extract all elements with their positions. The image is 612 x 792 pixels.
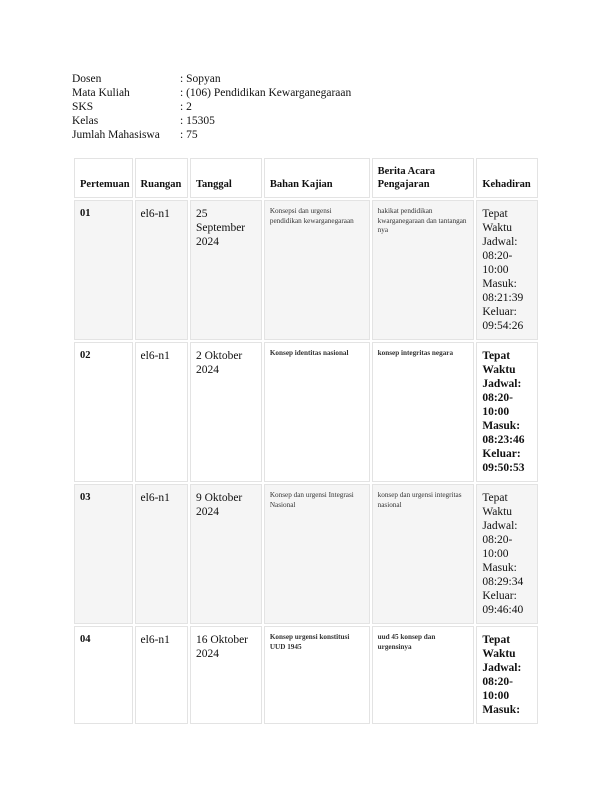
cell-tanggal: 16 Oktober 2024 xyxy=(190,626,262,724)
header-tanggal: Tanggal xyxy=(190,158,262,198)
table-row xyxy=(74,484,538,624)
cell-tanggal: 25 September 2024 xyxy=(190,200,262,340)
info-row-mata-kuliah xyxy=(72,86,351,100)
header-kehadiran: Kehadiran xyxy=(476,158,538,198)
cell-berita-acara: konsep dan urgensi integritas nasional xyxy=(372,484,475,624)
cell-bahan-kajian: Konsepsi dan urgensi pendidikan kewarganegaraan xyxy=(264,200,370,340)
kehadiran-masuk: Masuk: 08:29:34 xyxy=(482,562,524,588)
table-row xyxy=(74,626,538,724)
cell-berita-acara: hakikat pendidikan kwarganegaraan dan tantangan nya xyxy=(372,200,475,340)
cell-bahan-kajian: Konsep dan urgensi Integrasi Nasional xyxy=(264,484,370,624)
info-value: : (106) Pendidikan Kewarganegaraan xyxy=(180,87,352,99)
cell-kehadiran xyxy=(476,342,538,482)
kehadiran-jadwal: Jadwal: 08:20-10:00 xyxy=(482,378,522,418)
kehadiran-status: Tepat Waktu xyxy=(482,634,516,660)
info-value: : 75 xyxy=(180,129,198,141)
cell-bahan-kajian: Konsep urgensi konstitusi UUD 1945 xyxy=(264,626,370,724)
info-key: Mata Kuliah xyxy=(72,87,130,99)
cell-ruangan: el6-n1 xyxy=(135,200,188,340)
table-row xyxy=(74,342,538,482)
cell-kehadiran xyxy=(476,484,538,624)
cell-pertemuan: 01 xyxy=(74,200,133,340)
cell-kehadiran xyxy=(476,200,538,340)
cell-pertemuan: 04 xyxy=(74,626,133,724)
cell-pertemuan: 02 xyxy=(74,342,133,482)
kehadiran-masuk: Masuk: xyxy=(482,704,521,716)
kehadiran-masuk: Masuk: 08:23:46 xyxy=(482,420,525,446)
kehadiran-keluar: Keluar: 09:50:53 xyxy=(482,448,525,474)
info-key: Kelas xyxy=(72,115,99,127)
cell-berita-acara: konsep integritas negara xyxy=(372,342,475,482)
kehadiran-masuk: Masuk: 08:21:39 xyxy=(482,278,524,304)
info-key: Dosen xyxy=(72,73,102,85)
table-row xyxy=(74,200,538,340)
cell-berita-acara: uud 45 konsep dan urgensinya xyxy=(372,626,475,724)
header-bahan-kajian: Bahan Kajian xyxy=(264,158,370,198)
info-row-jumlah-mahasiswa xyxy=(72,128,351,142)
course-info xyxy=(72,72,351,142)
table-header-row xyxy=(74,158,538,198)
cell-tanggal: 9 Oktober 2024 xyxy=(190,484,262,624)
cell-ruangan: el6-n1 xyxy=(135,342,188,482)
kehadiran-jadwal: Jadwal: 08:20-10:00 xyxy=(482,236,518,276)
kehadiran-keluar: Keluar: 09:46:40 xyxy=(482,590,524,616)
info-row-dosen xyxy=(72,72,351,86)
info-row-kelas xyxy=(72,114,351,128)
info-row-sks xyxy=(72,100,351,114)
kehadiran-keluar: Keluar: 09:54:26 xyxy=(482,306,524,332)
kehadiran-status: Tepat Waktu xyxy=(482,208,513,234)
kehadiran-status: Tepat Waktu xyxy=(482,492,513,518)
cell-bahan-kajian: Konsep identitas nasional xyxy=(264,342,370,482)
header-ruangan: Ruangan xyxy=(135,158,188,198)
cell-ruangan: el6-n1 xyxy=(135,626,188,724)
kehadiran-status: Tepat Waktu xyxy=(482,350,516,376)
cell-tanggal: 2 Oktober 2024 xyxy=(190,342,262,482)
info-value: : Sopyan xyxy=(180,73,221,85)
info-key: SKS xyxy=(72,101,94,113)
kehadiran-jadwal: Jadwal: 08:20-10:00 xyxy=(482,520,518,560)
cell-pertemuan: 03 xyxy=(74,484,133,624)
cell-ruangan: el6-n1 xyxy=(135,484,188,624)
kehadiran-jadwal: Jadwal: 08:20-10:00 xyxy=(482,662,522,702)
cell-kehadiran xyxy=(476,626,538,724)
info-key: Jumlah Mahasiswa xyxy=(72,129,160,141)
info-value: : 15305 xyxy=(180,115,215,127)
header-berita-acara: Berita Acara Pengajaran xyxy=(372,158,475,198)
attendance-table xyxy=(72,156,540,726)
header-pertemuan: Pertemuan xyxy=(74,158,133,198)
info-value: : 2 xyxy=(180,101,192,113)
